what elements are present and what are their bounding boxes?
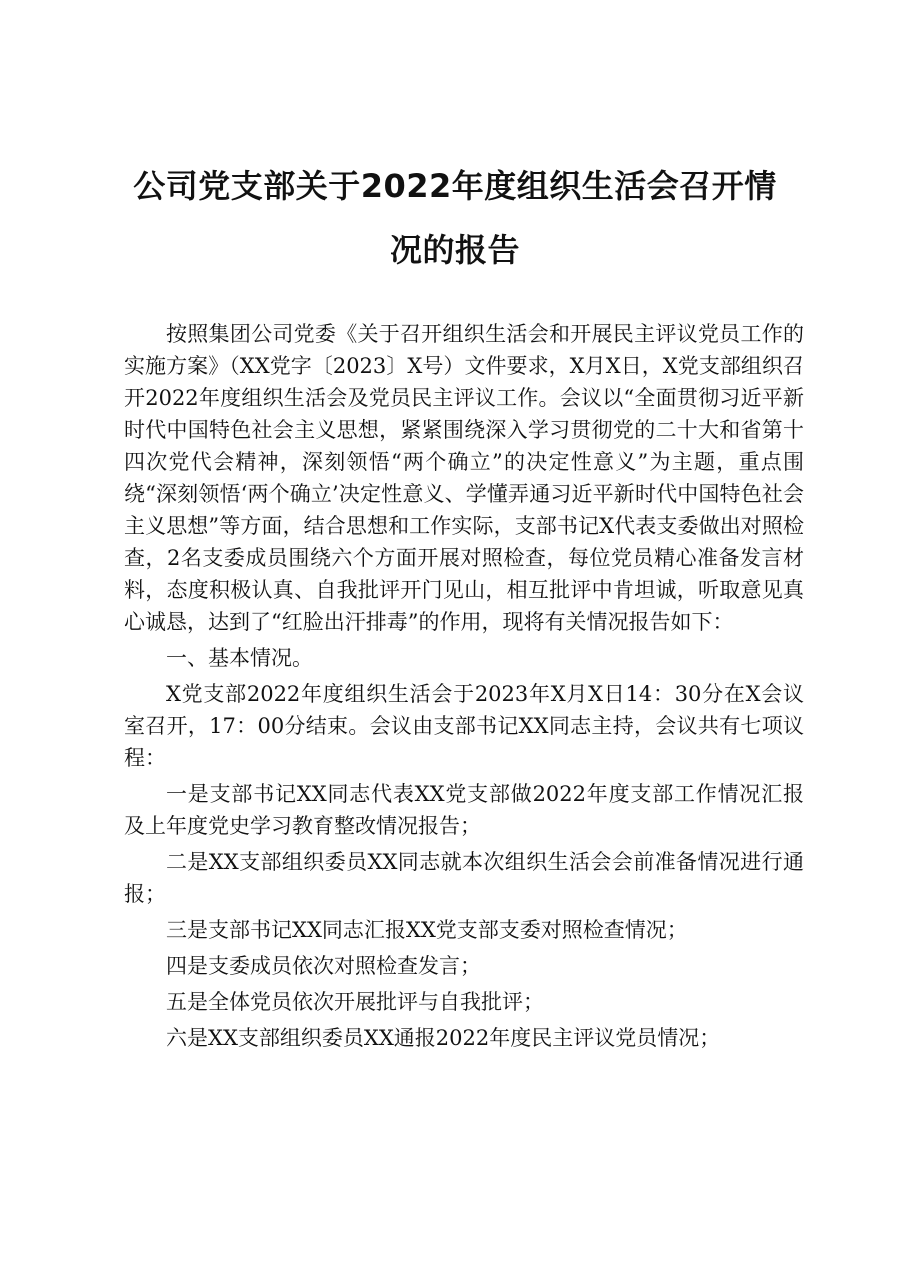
agenda-item-3: 三是支部书记XX同志汇报XX党支部支委对照检查情况； xyxy=(166,918,688,942)
section-heading-basic-situation: 一、基本情况。 xyxy=(166,646,313,670)
agenda-item-5: 五是全体党员依次开展批评与自我批评； xyxy=(166,990,544,1014)
agenda-item-2: 二是XX支部组织委员XX同志就本次组织生活会会前准备情况进行通报； xyxy=(124,850,804,906)
agenda-item-1: 一是支部书记XX同志代表XX党支部做2022年度支部工作情况汇报及上年度党史学习教育整改情况报告； xyxy=(124,782,804,838)
agenda-item-4: 四是支委成员依次对照检查发言； xyxy=(166,954,481,978)
meeting-overview-paragraph: X党支部2022年度组织生活会于2023年X月X日14：30分在X会议室召开，17：00分结束。会议由支部书记XX同志主持，会议共有七项议程： xyxy=(124,682,804,770)
document-title-line-2: 况的报告 xyxy=(389,231,520,269)
intro-paragraph: 按照集团公司党委《关于召开组织生活会和开展民主评议党员工作的实施方案》（XX党字〔2023〕X号）文件要求，X月X日，X党支部组织召开2022年度组织生活会及党员民主评议工作。会议以“全面贯彻习近平新时代中国特色社会主义思想，紧紧围绕深入学习贯彻党的二十大和省第十四次党代会精神，深刻领悟“两个确立”的决定性意义”为主题，重点围绕“深刻领悟‘两个确立’决定性意义、学懂弄通习近平新时代中国特色社会主义思想”等方面，结合思想和工作实际，支部书记X代表支委做出对照检查，2名支委成员围绕六个方面开展对照检查，每位党员精心准备发言材料，态度积极认真、自我批评开门见山，相互批评中肯坦诚，听取意见真心诚恳，达到了“红脸出汗排毒”的作用，现将有关情况报告如下： xyxy=(124,322,804,634)
document-title-line-1: 公司党支部关于2022年度组织生活会召开情 xyxy=(133,167,777,205)
agenda-item-6: 六是XX支部组织委员XX通报2022年度民主评议党员情况； xyxy=(166,1026,721,1050)
document-body xyxy=(124,318,804,1054)
